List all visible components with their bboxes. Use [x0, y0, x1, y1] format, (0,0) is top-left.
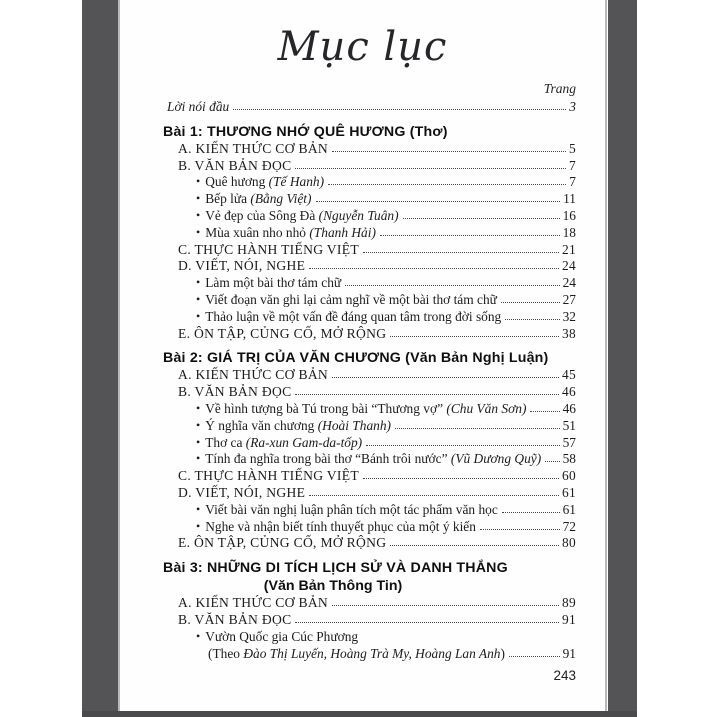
toc-entry-label [205, 519, 476, 536]
toc-entry-author: (Hoài Thanh) [317, 417, 391, 433]
toc-section-heading [163, 559, 605, 577]
dot-leader [530, 411, 559, 412]
toc-entry-page: 72 [562, 518, 576, 534]
toc-entry-page: 60 [562, 468, 576, 484]
photo-background-right [608, 0, 637, 712]
toc-entry-page: 3 [569, 99, 576, 114]
dot-leader [366, 445, 559, 446]
toc-entry-label [205, 208, 398, 225]
toc-entry-label [208, 646, 505, 663]
toc-entry-text: Bài 2: GIÁ TRỊ CỦA VĂN CHƯƠNG (Văn Bản Nghị Luận) [163, 350, 549, 367]
toc-entry-page: 7 [569, 157, 576, 173]
toc-row [196, 629, 605, 646]
toc-row [196, 519, 605, 536]
toc-entry-label [205, 435, 362, 452]
toc-entry-label [205, 418, 391, 435]
toc-entry-label [205, 451, 541, 468]
dot-leader [390, 545, 559, 546]
toc-entry-text: Vườn Quốc gia Cúc Phương [205, 628, 359, 644]
dot-leader [345, 285, 559, 286]
bullet-icon: • [196, 207, 201, 222]
toc-entry-author: (Vũ Dương Quỹ) [450, 451, 542, 467]
toc-row [196, 435, 605, 452]
dot-leader [363, 252, 559, 253]
toc-entry-label [205, 502, 498, 519]
toc-entry-author: Đào Thị Luyến, Hoàng Trà My, Hoàng Lan Anh [243, 645, 501, 661]
dot-leader [390, 336, 559, 337]
bullet-icon: • [196, 275, 201, 290]
dot-leader [295, 168, 566, 169]
book-page [120, 0, 605, 711]
toc-entry-page: 46 [562, 400, 576, 416]
page-edge-shadow-right [605, 0, 607, 712]
toc-entry-text: B. VĂN BẢN ĐỌC [178, 611, 292, 627]
toc-row [178, 242, 605, 259]
bullet-icon: • [196, 291, 201, 306]
toc-entry-page: 11 [563, 191, 576, 207]
toc-row [178, 468, 605, 485]
toc-entry-page: 24 [562, 275, 576, 291]
toc-entry-page: 57 [562, 434, 576, 450]
bullet-icon: • [196, 308, 201, 323]
toc-entry-page: 24 [562, 258, 576, 274]
toc-entry-label [205, 401, 526, 418]
toc-row [196, 174, 605, 191]
dot-leader [328, 184, 566, 185]
toc-entry-text: Về hình tượng bà Tú trong bài “Thương vợ” [205, 400, 447, 416]
dot-leader [502, 512, 560, 513]
dot-leader [501, 302, 560, 303]
toc-entry-text: ) [500, 645, 505, 661]
toc-entry-text: A. KIẾN THỨC CƠ BẢN [178, 140, 329, 156]
toc-entry-text: Bài 1: THƯƠNG NHỚ QUÊ HƯƠNG (Thơ) [163, 123, 448, 140]
toc-section-heading [163, 349, 605, 367]
toc-entry-page: 27 [562, 291, 576, 307]
toc-row [178, 612, 605, 629]
toc-entry-text: (Theo [208, 645, 244, 661]
bullet-icon: • [196, 451, 201, 466]
toc-row [178, 384, 605, 401]
dot-leader [403, 218, 560, 219]
bullet-icon: • [196, 224, 201, 239]
toc-entry-text: C. THỰC HÀNH TIẾNG VIỆT [178, 241, 359, 257]
toc-entry-text: B. VĂN BẢN ĐỌC [178, 384, 292, 400]
bullet-icon: • [196, 434, 201, 449]
toc-entry-page: 61 [562, 484, 576, 500]
toc-row [196, 309, 605, 326]
bullet-icon: • [196, 191, 201, 206]
photo-background-left [82, 0, 118, 712]
toc-row [178, 258, 605, 275]
toc-entry-label [205, 292, 497, 309]
dot-leader [233, 109, 566, 110]
toc-entry-text: Tính đa nghĩa trong bài thơ “Bánh trôi nước” [205, 451, 451, 467]
toc-entry-text: Thơ ca [205, 434, 246, 450]
toc-entry-author: (Chu Văn Sơn) [446, 400, 527, 416]
bullet-icon: • [196, 628, 201, 643]
toc-row [196, 292, 605, 309]
toc-entry-page: 7 [569, 174, 576, 190]
bullet-icon: • [196, 174, 201, 189]
toc-entry-label [264, 577, 402, 595]
toc-entry-label [178, 612, 291, 629]
toc-entry-text: Mùa xuân nho nhỏ [205, 224, 310, 240]
toc-entry-label [178, 468, 359, 485]
toc-entry-label [205, 275, 341, 292]
toc-entry-label [178, 141, 328, 158]
dot-leader [309, 268, 559, 269]
toc-entry-page: 58 [562, 451, 576, 467]
toc-entry-label [205, 629, 358, 646]
bullet-icon: • [196, 501, 201, 516]
toc-entry-text: Ý nghĩa văn chương [205, 417, 318, 433]
toc-row [178, 158, 605, 175]
toc-entry-text: Viết đoạn văn ghi lại cảm nghĩ về một bài thơ tám chữ [205, 291, 497, 307]
toc-entry-text: Nghe và nhận biết tính thuyết phục của một ý kiến [205, 518, 476, 534]
toc-entry-text: C. THỰC HÀNH TIẾNG VIỆT [178, 468, 359, 484]
dot-leader [332, 377, 559, 378]
toc-row [196, 225, 605, 242]
toc-entry-text: Quê hương [205, 174, 269, 190]
dot-leader [309, 495, 559, 496]
toc-row [178, 485, 605, 502]
toc-row [178, 367, 605, 384]
toc-row [196, 191, 605, 208]
toc-entry-page: 51 [562, 417, 576, 433]
toc-entry-label [178, 258, 305, 275]
dot-leader [395, 428, 560, 429]
toc-row [178, 535, 605, 552]
toc-entry-author: (Thanh Hải) [309, 224, 376, 240]
dot-leader [363, 478, 559, 479]
toc-row [196, 208, 605, 225]
toc-entry-author: (Nguyễn Tuân) [318, 207, 399, 223]
toc-entry-page: 80 [562, 535, 576, 551]
toc-entry-page: 61 [562, 501, 576, 517]
dot-leader [480, 529, 560, 530]
toc-entry-text: Lời nói đầu [167, 99, 230, 114]
bullet-icon: • [196, 417, 201, 432]
photo-background-bottom [82, 711, 637, 717]
toc-entry-page: 5 [569, 140, 576, 156]
toc-entry-page: 16 [562, 207, 576, 223]
dot-leader [545, 461, 559, 462]
toc-entry-text: B. VĂN BẢN ĐỌC [178, 157, 292, 173]
toc-row [178, 326, 605, 343]
toc-entry-label [178, 595, 328, 612]
toc-entry-text: (Văn Bản Thông Tin) [263, 578, 403, 595]
dot-leader [295, 622, 559, 623]
dot-leader [332, 605, 559, 606]
toc-entry-label [205, 225, 376, 242]
toc-entry-page: 46 [562, 384, 576, 400]
toc-entry-page: 32 [562, 308, 576, 324]
toc-entry-text: Bếp lửa [205, 191, 251, 207]
toc-entry-label [205, 309, 501, 326]
toc-row [196, 502, 605, 519]
toc-entry-label [205, 174, 324, 191]
toc-entry-label [163, 349, 548, 367]
toc-entry-text: Viết bài văn nghị luận phân tích một tác phẩm văn học [205, 501, 498, 517]
toc-entry-label [178, 242, 359, 259]
dot-leader [332, 151, 566, 152]
toc-entry-label [178, 485, 305, 502]
toc-entry-text: Bài 3: NHỮNG DI TÍCH LỊCH SỬ VÀ DANH THẮNG [163, 560, 508, 577]
toc-row [196, 418, 605, 435]
toc-row [196, 401, 605, 418]
toc-row [178, 141, 605, 158]
dot-leader [316, 201, 561, 202]
dot-leader [505, 319, 559, 320]
toc-entry-label [178, 326, 386, 343]
dot-leader [295, 394, 559, 395]
toc-entry-label [178, 367, 328, 384]
toc-entry-page: 91 [562, 645, 576, 661]
toc-entry-page: 45 [562, 367, 576, 383]
toc-entry-page: 38 [562, 325, 576, 341]
toc-entry-text: A. KIẾN THỨC CƠ BẢN [178, 367, 329, 383]
toc-entry-text: D. VIẾT, NÓI, NGHE [178, 484, 306, 500]
toc-entry-author: (Ra-xun Gam-da-tốp) [245, 434, 363, 450]
toc-entry-page: 21 [562, 241, 576, 257]
bullet-icon: • [196, 400, 201, 415]
toc-entry-label [163, 123, 448, 141]
toc-entry-page: 91 [562, 611, 576, 627]
toc-entry-label [205, 191, 311, 208]
toc-row [178, 595, 605, 612]
page-title: Mục lục [277, 24, 448, 70]
toc-entry-author: (Bằng Việt) [250, 191, 312, 207]
toc-row [196, 451, 605, 468]
dot-leader [380, 235, 560, 236]
folio-page-number: 243 [553, 668, 576, 683]
toc-entry-label [167, 99, 229, 116]
toc-row [167, 99, 605, 116]
column-header-trang: Trang [543, 81, 576, 96]
toc-entry-page: 89 [562, 595, 576, 611]
toc-entry-label [178, 384, 291, 401]
toc-row [208, 646, 605, 663]
toc-section-heading [163, 123, 605, 141]
toc-entry-label [178, 158, 291, 175]
toc-entry-text: E. ÔN TẬP, CỦNG CỐ, MỞ RỘNG [178, 325, 387, 341]
toc-entry-page: 18 [562, 224, 576, 240]
toc-entry-label [178, 535, 386, 552]
dot-leader [509, 656, 560, 657]
toc-entry-text: Thảo luận về một vấn đề đáng quan tâm trong đời sống [205, 308, 502, 324]
toc-section-heading [163, 577, 503, 595]
toc-entry-text: Vẻ đẹp của Sông Đà [205, 207, 319, 223]
toc-entry-text: Làm một bài thơ tám chữ [205, 275, 342, 291]
toc-entry-text: A. KIẾN THỨC CƠ BẢN [178, 595, 329, 611]
bullet-icon: • [196, 518, 201, 533]
toc-list [120, 99, 605, 662]
toc-entry-author: (Tế Hanh) [268, 174, 325, 190]
toc-entry-text: E. ÔN TẬP, CỦNG CỐ, MỞ RỘNG [178, 535, 387, 551]
toc-entry-label [163, 559, 508, 577]
toc-entry-text: D. VIẾT, NÓI, NGHE [178, 258, 306, 274]
toc-row [196, 275, 605, 292]
